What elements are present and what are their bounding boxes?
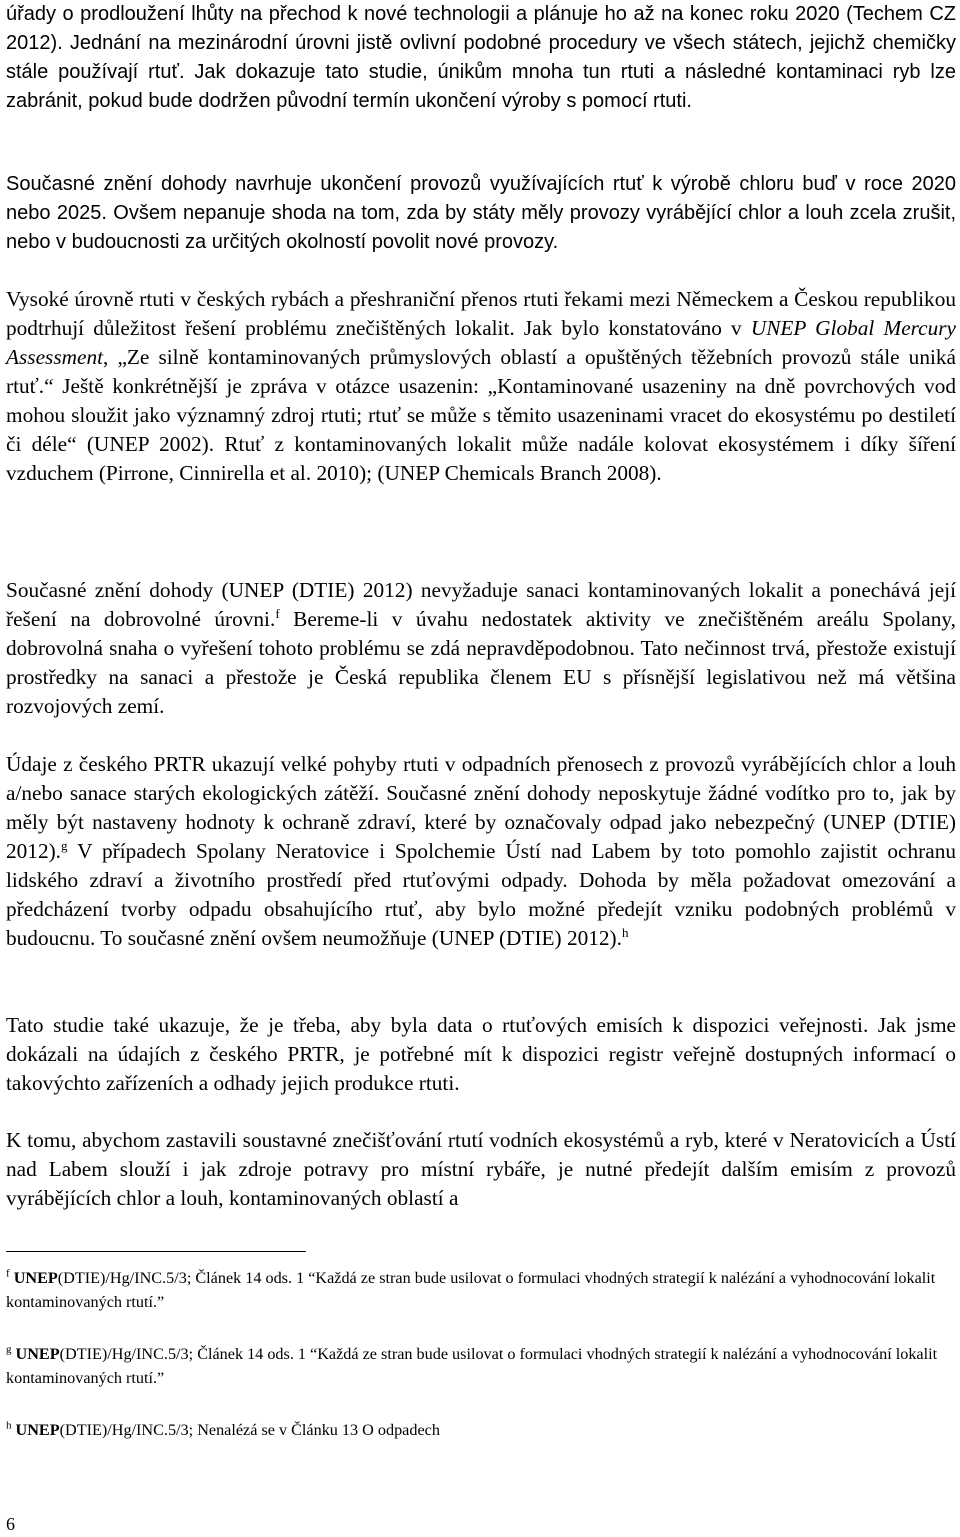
footnote-text: (DTIE)/Hg/INC.5/3; Článek 14 ods. 1 “Každá ze stran bude usilovat o formulaci vhodných strategií k nalézání a vyhodnocování lokalit kontaminovaných rtutí.” <box>6 1269 936 1311</box>
paragraph-5-text-a: Údaje z českého PRTR ukazují velké pohyby rtuti v odpadních přenosech z provozů vyrábějících chlor a louh a/nebo sanace starých ekologických zátěží. Současné znění dohody neposkytuje žádné vodítko pro to, jak by měly být nastaveny hodnoty k ochraně zdraví, které by označovaly odpad jako nebezpečný (UNEP (DTIE) 2012). <box>6 752 956 863</box>
paragraph-5 <box>6 750 956 953</box>
unep-assessment-title: UNEP Global Mercury Assessment <box>6 316 956 369</box>
footnote-g <box>6 1342 946 1390</box>
footnote-org: UNEP <box>15 1345 60 1363</box>
footnote-mark: f <box>6 1267 10 1280</box>
footnote-mark: g <box>6 1343 12 1356</box>
page-number: 6 <box>6 1514 15 1534</box>
paragraph-3-text-a: Vysoké úrovně rtuti v českých rybách a přeshraniční přenos rtuti řekami mezi Německem a Českou republikou podtrhují důležitost řešení problému znečištěných lokalit. Jak bylo konstatováno v <box>6 287 956 340</box>
footnote-text: (DTIE)/Hg/INC.5/3; Článek 14 ods. 1 “Každá ze stran bude usilovat o formulaci vhodných strategií k nalézání a vyhodnocování lokalit kontaminovaných rtutí.” <box>6 1345 938 1387</box>
paragraph-6: Tato studie také ukazuje, že je třeba, aby byla data o rtuťových emisích k dispozici veřejnosti. Jak jsme dokázali na údajích z českého PRTR, je potřebné mít k dispozici registr veřejně dostupných informací o takovýchto zařízeních a odhady jejich produkce rtuti. <box>6 1013 956 1095</box>
paragraph-4-text-b: Bereme-li v úvahu nedostatek aktivity ve znečištěném areálu Spolany, dobrovolná snaha o vyřešení tohoto problému se zdá nepravděpodobnou. Tato nečinnost trvá, přestože existují prostředky na sanaci a přestože je Česká republika členem EU s přísnější legislativou než má většina rozvojových zemí. <box>6 607 957 718</box>
paragraph-7: K tomu, abychom zastavili soustavné znečišťování rtutí vodních ekosystémů a ryb, které v Neratovicích a Ústí nad Labem slouží i jak zdroje potravy pro místní rybáře, je nutné předejít dalším emisím z provozů vyrábějících chlor a louh, kontaminovaných oblastí a <box>6 1128 956 1210</box>
paragraph-3-text-b: , „Ze silně kontaminovaných průmyslových oblastí a opuštěných těžebních provozů stále uniká rtuť.“ Ještě konkrétnější je zpráva v otázce usazenin: „Kontaminované usazeniny na dně povrchových vod mohou sloužit jako významný zdroj rtuti; rtuť se může s těmito usazeninami vracet do ekosystému po destiletí či déle“ (UNEP 2002). Rtuť z kontaminovaných lokalit může nadále kolovat ekosystémem i díky šíření vzduchem (Pirrone, Cinnirella et al. 2010); (UNEP Chemicals Branch 2008). <box>6 345 956 485</box>
footnote-mark: h <box>6 1419 12 1432</box>
paragraph-5-text-b: V případech Spolany Neratovice i Spolchemie Ústí nad Labem by toto pomohlo zajistit ochranu lidského zdraví a životního prostředí před rtuťovými odpady. Dohoda by měla požadovat omezování a předcházení tvorby odpadu obsahujícího rtuť, aby bylo možné předejít vzniku podobných problémů v budoucnu. To současné znění ovšem neumožňuje (UNEP (DTIE) 2012). <box>6 839 956 950</box>
paragraph-1: úřady o prodloužení lhůty na přechod k nové technologii a plánuje ho až na konec roku 2020 (Techem CZ 2012). Jednání na mezinárodní úrovni jistě ovlivní podobné procedury ve všech státech, jejichž chemičky stále používají rtuť. Jak dokazuje tato studie, únikům mnoha tun rtuti a následné kontaminaci ryb lze zabránit, pokud bude dodržen původní termín ukončení výroby s pomocí rtuti. <box>6 3 956 112</box>
paragraph-4-text-a: Současné znění dohody (UNEP (DTIE) 2012) nevyžaduje sanaci kontaminovaných lokalit a ponechává její řešení na dobrovolné úrovni. <box>6 578 956 631</box>
paragraph-4 <box>6 576 956 721</box>
paragraph-3 <box>6 285 956 488</box>
paragraph-2: Současné znění dohody navrhuje ukončení provozů využívajících rtuť k výrobě chloru buď v roce 2020 nebo 2025. Ovšem nepanuje shoda na tom, zda by státy měly provozy vyrábějící chlor a louh zcela zrušit, nebo v budoucnosti za určitých okolností povolit nové provozy. <box>6 173 956 253</box>
footnote-org: UNEP <box>15 1421 60 1439</box>
footnote-text: (DTIE)/Hg/INC.5/3; Nenalézá se v Článku 13 O odpadech <box>59 1421 440 1439</box>
footnote-ref-h: h <box>621 925 629 941</box>
footnote-ref-g: g <box>61 838 68 854</box>
footnote-h <box>6 1418 946 1442</box>
footnote-ref-f: f <box>275 606 280 622</box>
footnote-org: UNEP <box>13 1269 58 1287</box>
footnote-separator <box>6 1251 306 1252</box>
footnote-f <box>6 1266 946 1314</box>
